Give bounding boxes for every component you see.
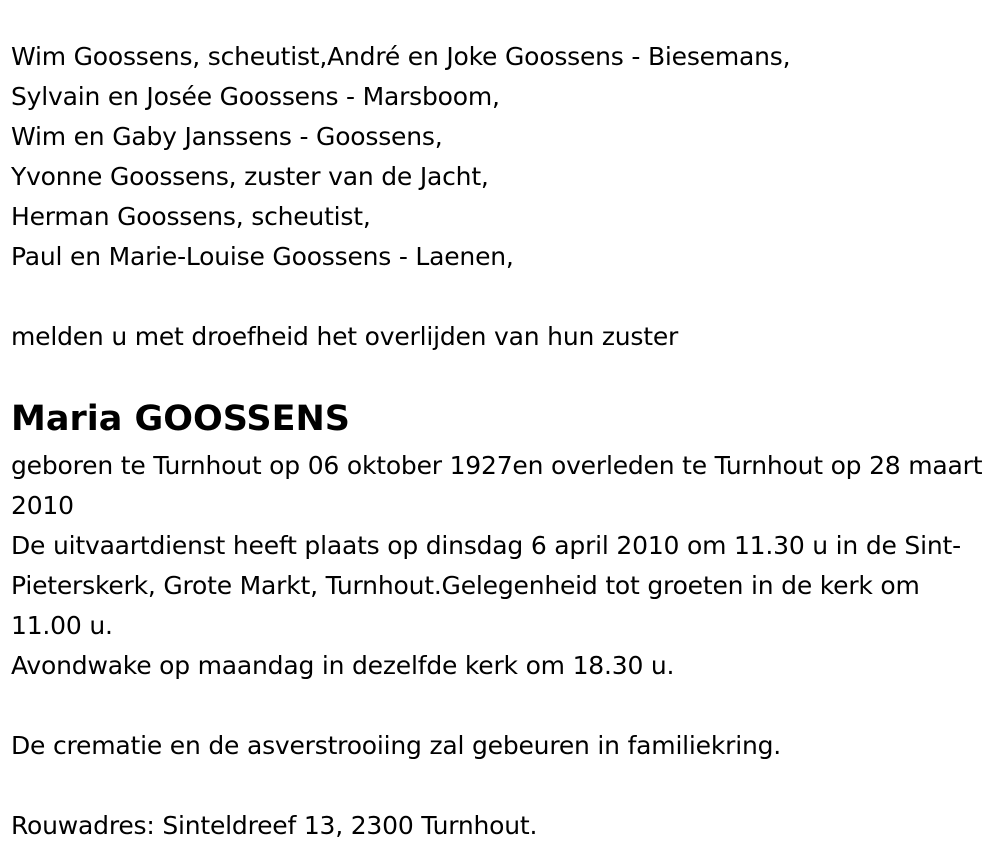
announcement-text: melden u met droefheid het overlijden van hun zuster bbox=[11, 322, 679, 351]
spacer bbox=[11, 686, 991, 726]
service-text: De uitvaartdienst heeft plaats op dinsdag 6 april 2010 om 11.30 u in de Sint-Pieterskerk, Grote Markt, Turnhout.Gelegenheid tot groeten in de kerk om 11.00 u. bbox=[11, 531, 961, 640]
deceased-name: Maria GOOSSENS bbox=[11, 399, 350, 439]
family-line: Wim en Gaby Janssens - Goossens, bbox=[11, 122, 443, 151]
spacer bbox=[11, 766, 991, 806]
vigil-text: Avondwake op maandag in dezelfde kerk om 18.30 u. bbox=[11, 651, 675, 680]
family-line: Paul en Marie-Louise Goossens - Laenen, bbox=[11, 242, 514, 271]
spacer bbox=[11, 277, 991, 317]
family-line: Wim Goossens, scheutist,André en Joke Goossens - Biesemans, bbox=[11, 42, 791, 71]
cremation-text: De crematie en de asverstrooiing zal gebeuren in familiekring. bbox=[11, 731, 782, 760]
family-line: Herman Goossens, scheutist, bbox=[11, 202, 371, 231]
spacer bbox=[11, 357, 991, 397]
birth-death-text: geboren te Turnhout op 06 oktober 1927en overleden te Turnhout op 28 maart 2010 bbox=[11, 451, 983, 520]
address-text: Rouwadres: Sinteldreef 13, 2300 Turnhout. bbox=[11, 811, 538, 840]
family-line: Yvonne Goossens, zuster van de Jacht, bbox=[11, 162, 489, 191]
family-line: Sylvain en Josée Goossens - Marsboom, bbox=[11, 82, 500, 111]
family-list bbox=[11, 37, 991, 277]
obituary-document bbox=[11, 37, 991, 846]
